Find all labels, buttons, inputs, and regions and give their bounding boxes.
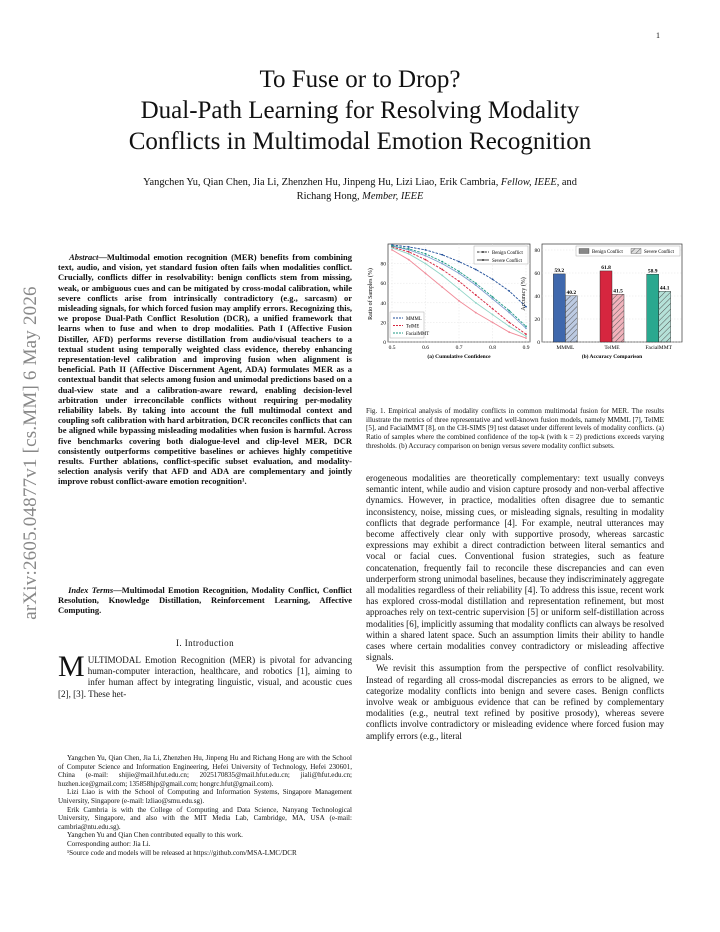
panel-a-data-point (441, 254, 443, 256)
body-paragraph-2: We revisit this assumption from the perspective of conflict resolvability. Instead of regarding all cross-modal discrepancies as errors to be aligned, we categorize modality conflicts into benign and severe cases. Benign conflicts involve weak or ambiguous evidence that can be refined by complementary modalities (e.g., neutral text refined by positive prosody), whereas severe conflicts involve contradictory or misleading evidence where forced fusion may amplify errors (e.g., literal (366, 663, 664, 741)
panel-b-ytick-label: 60 (534, 271, 540, 277)
abstract (58, 252, 352, 487)
panel-b-ytick-label: 0 (537, 340, 540, 346)
panel-a-legend-label: Severe Conflict (492, 259, 522, 264)
panel-a-data-point (458, 273, 460, 275)
arxiv-id: arXiv:2605.04877v1 [cs.MM] 6 May 2026 (20, 285, 41, 620)
footnote-affiliation-3: Erik Cambria is with the College of Computing and Data Science, Nanyang Technological University, Singapore, and also with the MIT Media Lab, Cambridge, MA, USA (e-mail: cambria@ntu.edu.sg). (58, 805, 352, 831)
body-paragraph-1: erogeneous modalities are theoretically complementary: text usually conveys semantic intent, while audio and vision capture prosody and non-verbal affective dynamics. However, in practice, modalities often disagree due to semantic inconsistency, noise, missing cues, or misleading signals, resulting in modality conflicts that degrade performance [4]. For example, neutral utterances may become affectively clear only with supportive prosody, whereas sarcastic expressions may exhibit a direct contradiction between literal semantics and vocal or facial cues. Conventional fusion strategies, such as feature concatenation, frequently fail to reconcile these discrepancies and can even underperform strong unimodal baselines, because they indiscriminately aggregate all modalities regardless of their reliability [4]. To address this issue, recent work has explored cross-modal distillation and representation refinement, but most approaches rely on text-centric supervision [5] or uniform self-distillation across modalities [6], implicitly assuming that modality conflicts can always be resolved within a shared latent space. Such an assumption limits their ability to handle cases where certain modalities convey contradictory or misleading affective signals. (366, 473, 664, 663)
panel-a-ytick-label: 40 (380, 300, 386, 307)
intro-text: ULTIMODAL Emotion Recognition (MER) is pivotal for advancing human-computer interaction, healthcare, and robotics [1], aiming to infer human affect by integrating linguistic, visual, and acoustic cues [2], [3]. These het- (58, 655, 352, 699)
panel-a-data-point (425, 263, 427, 265)
index-terms-lead: Index Terms (68, 585, 114, 595)
authors-member: Member, IEEE (362, 190, 424, 202)
panel-b-caption: (b) Accuracy Comparison (581, 354, 643, 360)
panel-a-data-point (475, 269, 477, 271)
abstract-lead: Abstract (69, 252, 99, 262)
panel-b-ytick-label: 80 (534, 248, 540, 254)
panel-b-bar (647, 274, 659, 342)
panel-a-ytick-label: 0 (383, 340, 386, 346)
panel-a-data-point (441, 274, 443, 276)
panel-a-ytick-label: 20 (380, 320, 386, 327)
title-line-2: Dual-Path Learning for Resolving Modality (140, 97, 580, 124)
panel-a-data-point (408, 248, 410, 250)
index-terms (58, 585, 352, 616)
panel-b-legend-label: Severe Conflict (644, 250, 674, 255)
panel-a-data-point (475, 284, 477, 286)
panel-b-legend-label: Benign Conflict (592, 250, 623, 255)
panel-a-data-point (508, 331, 510, 333)
panel-b-legend-hatch (631, 249, 641, 254)
panel-a-data-point (458, 288, 460, 290)
dropcap: M (58, 650, 85, 683)
right-column-body (366, 473, 664, 742)
abstract-text: —Multimodal emotion recognition (MER) benefits from combining text, audio, and vision, yet standard fusion often fails when modalities conflict. Crucially, conflicts differ in resolvability: benign conflicts stem from missing, weak, or ambiguous cues and can be mitigated by cross-modal calibration, while severe conflicts arise from intrinsically contradictory (e.g., sarcasm) or misleading signals, for which forced fusion may amplify errors. Recognizing this, we propose Dual-Path Conflict Resolution (DCR), a unified framework that learns when to fuse and when to drop modalities. Path I (Affective Fusion Distiller, AFD) performs reverse distillation from audio/visual teachers to a textual student using temporally weighted class evidence, thereby enhancing representation-level calibration and improving fusion when alignment is beneficial. Path II (Affective Discernment Agent, ADA) formulates MER as a contextual bandit that selects among fusion and unimodal predictions based on a dual-view state and a calibration-aware reward, enabling decision-level arbitration under irreconcilable conflicts without requiring per-modality reliability labels. By taking into account the full multimodal context and coupling soft calibration with hard arbitration, DCR reconciles conflicts that can be aligned while bypassing misleading modalities when fusion is harmful. Across five benchmarks covering both dialogue-level and clip-level MER, DCR consistently outperforms competitive baselines or achieves highly competitive results. Further ablations, conflict-specific subset evaluation, and modality-selection analysis verify that AFD and ADA are complementary and jointly improve robust conflict-aware emotion recognition¹. (58, 252, 352, 487)
panel-a-data-point (508, 322, 510, 324)
title-line-3: Conflicts in Multimodal Emotion Recognition (128, 128, 592, 155)
panel-a-data-point (525, 337, 527, 339)
panel-a-data-point (391, 247, 393, 249)
panel-a-data-point (475, 312, 477, 314)
panel-a-data-point (458, 280, 460, 282)
authors-text-2: Richang Hong, (296, 190, 363, 202)
panel-a-data-point (391, 245, 393, 247)
panel-a-model-label: MMML (406, 317, 422, 322)
panel-a-xtick-label: 0.7 (455, 345, 463, 351)
panel-a-line-chart (367, 244, 530, 360)
panel-a-data-point (458, 261, 460, 263)
panel-a-data-point (475, 294, 477, 296)
panel-a-data-point (475, 282, 477, 284)
panel-a-data-point (492, 296, 494, 298)
panel-a-data-point (525, 335, 527, 337)
panel-a-xtick-label: 0.8 (489, 345, 496, 351)
panel-b-ytick-label: 20 (534, 317, 540, 323)
figure-1 (366, 240, 686, 400)
authors-and: and (559, 177, 577, 188)
panel-a-data-point (525, 325, 527, 327)
panel-a-data-point (391, 249, 393, 251)
panel-a-data-point (508, 290, 510, 292)
footnote-corresponding: Corresponding author: Jia Li. (67, 839, 151, 848)
section-heading-text: I. Introduction (176, 638, 234, 648)
panel-a-legend-marker (482, 251, 484, 253)
footnote-affiliation-2: Lizi Liao is with the School of Computing and Information Systems, Singapore Management University, Singapore (e-mail: lzliao@smu.edu.sg). (58, 788, 352, 805)
panel-a-data-point (508, 310, 510, 312)
panel-b-bar-hatch (659, 291, 671, 342)
panel-a-data-point (441, 269, 443, 271)
panel-b-bar-label: 61.8 (601, 264, 611, 271)
panel-a-ylabel: Ratio of Samples (%) (368, 268, 374, 320)
panel-a-data-point (425, 273, 427, 275)
panel-a-data-point (408, 246, 410, 248)
title-line-1: To Fuse or to Drop? (259, 66, 461, 93)
section-heading-introduction (58, 638, 352, 648)
authors-text-1: Yangchen Yu, Qian Chen, Jia Li, Zhenzhen Hu, Jinpeng Hu, Lizi Liao, Erik Cambria, (143, 177, 501, 188)
figure-caption (366, 407, 664, 451)
panel-a-data-point (408, 253, 410, 255)
panel-a-data-point (441, 286, 443, 288)
panel-b-bar-chart (520, 244, 682, 360)
panel-b-bar (553, 274, 565, 342)
page-number: 1 (656, 31, 660, 40)
panel-a-legend-top (474, 246, 528, 264)
footnote-source-code: ¹Source code and models will be released at https://github.com/MSA-LMC/DCR (67, 848, 297, 857)
panel-b-xtick-label: TelME (604, 345, 620, 351)
paper-title (40, 64, 680, 157)
panel-a-legend-marker (482, 259, 484, 261)
panel-a-model-label: TelME (406, 324, 420, 330)
panel-b-ytick-label: 40 (534, 294, 540, 300)
panel-a-data-point (508, 325, 510, 327)
panel-a-data-point (458, 271, 460, 273)
footnote-equal-contribution: Yangchen Yu and Qian Chen contributed equally to this work. (67, 831, 243, 840)
panel-b-bar-label: 58.9 (647, 268, 658, 275)
panel-b-bar-label: 41.5 (613, 288, 623, 295)
panel-a-data-point (508, 312, 510, 314)
panel-a-data-point (408, 251, 410, 253)
panel-b-legend (576, 246, 680, 256)
panel-a-data-point (492, 278, 494, 280)
panel-a-data-point (525, 327, 527, 329)
author-list (40, 176, 680, 203)
panel-a-xtick-label: 0.5 (388, 345, 396, 351)
panel-a-data-point (525, 333, 527, 335)
panel-a-ytick-label: 80 (380, 261, 386, 268)
panel-b-bar-label: 59.2 (554, 267, 565, 274)
panel-a-data-point (492, 298, 494, 300)
panel-a-data-point (441, 261, 443, 263)
intro-paragraph (58, 650, 352, 700)
panel-a-data-point (492, 314, 494, 316)
panel-b-ylabel: Accuracy (%) (521, 277, 527, 311)
panel-b-bar-hatch (612, 294, 624, 342)
panel-a-data-point (425, 253, 427, 255)
panel-a-data-point (492, 322, 494, 324)
authors-fellow: Fellow, IEEE, (500, 177, 560, 188)
panel-a-data-point (458, 300, 460, 302)
panel-b-xtick-label: MMML (556, 345, 575, 351)
panel-b-bar-label: 40.2 (566, 289, 577, 296)
panel-a-data-point (408, 259, 410, 261)
panel-a-data-point (425, 249, 427, 251)
footnotes (58, 754, 352, 857)
panel-a-model-label: FacialMMT (406, 332, 430, 337)
panel-b-bar-hatch (565, 296, 577, 342)
panel-a-xtick-label: 0.6 (422, 345, 429, 351)
panel-b-bar-label: 44.1 (659, 285, 670, 292)
panel-b-bar (600, 271, 612, 342)
panel-a-ytick-label: 60 (380, 281, 386, 288)
panel-a-data-point (492, 308, 494, 310)
panel-a-legend-models (390, 312, 429, 338)
index-terms-text: —Multimodal Emotion Recognition, Modality Conflict, Conflict Resolution, Knowledge Distillation, Reinforcement Learning, Affective Computing. (58, 585, 352, 616)
panel-a-caption: (a) Cumulative Confidence (427, 354, 491, 360)
panel-a-data-point (425, 259, 427, 261)
panel-b-legend-swatch (579, 249, 589, 254)
panel-a-xtick-label: 0.9 (522, 345, 530, 351)
panel-a-data-point (425, 255, 427, 257)
arxiv-sidebar (20, 255, 42, 650)
panel-b-xtick-label: FacialMMT (645, 345, 672, 351)
footnote-affiliation-1: Yangchen Yu, Qian Chen, Jia Li, Zhenzhen Hu, Jinpeng Hu and Richang Hong are with the School of Computer Science and Information Engineering, Hefei University of Technology, Hefei 230601, China (e-mail: shijie@mail.hfut.edu.cn; 2025170835@mail.hfut.edu.cn; jiali@hfut.edu.cn; huzhen.ice@gmail.com; 135858hjp@gmail.com; hongrc.hfut@gmail.com). (58, 754, 352, 788)
panel-a-data-point (475, 302, 477, 304)
panel-a-data-point (441, 263, 443, 265)
panel-a-legend-label: Benign Conflict (492, 251, 523, 256)
figure-caption-text: Fig. 1. Empirical analysis of modality conflicts in common multimodal fusion for MER. The results illustrate the metrics of three representative and well-known fusion models, namely MMML [7], TelME [5], and FacialMMT [8], on the CH-SIMS [9] test dataset under different levels of modality conflicts. (a) Ratio of samples where the combined confidence of the top-k (with k = 2) predictions exceeds varying thresholds. (b) Accuracy comparison on benign versus severe modality conflict subsets. (366, 407, 664, 450)
